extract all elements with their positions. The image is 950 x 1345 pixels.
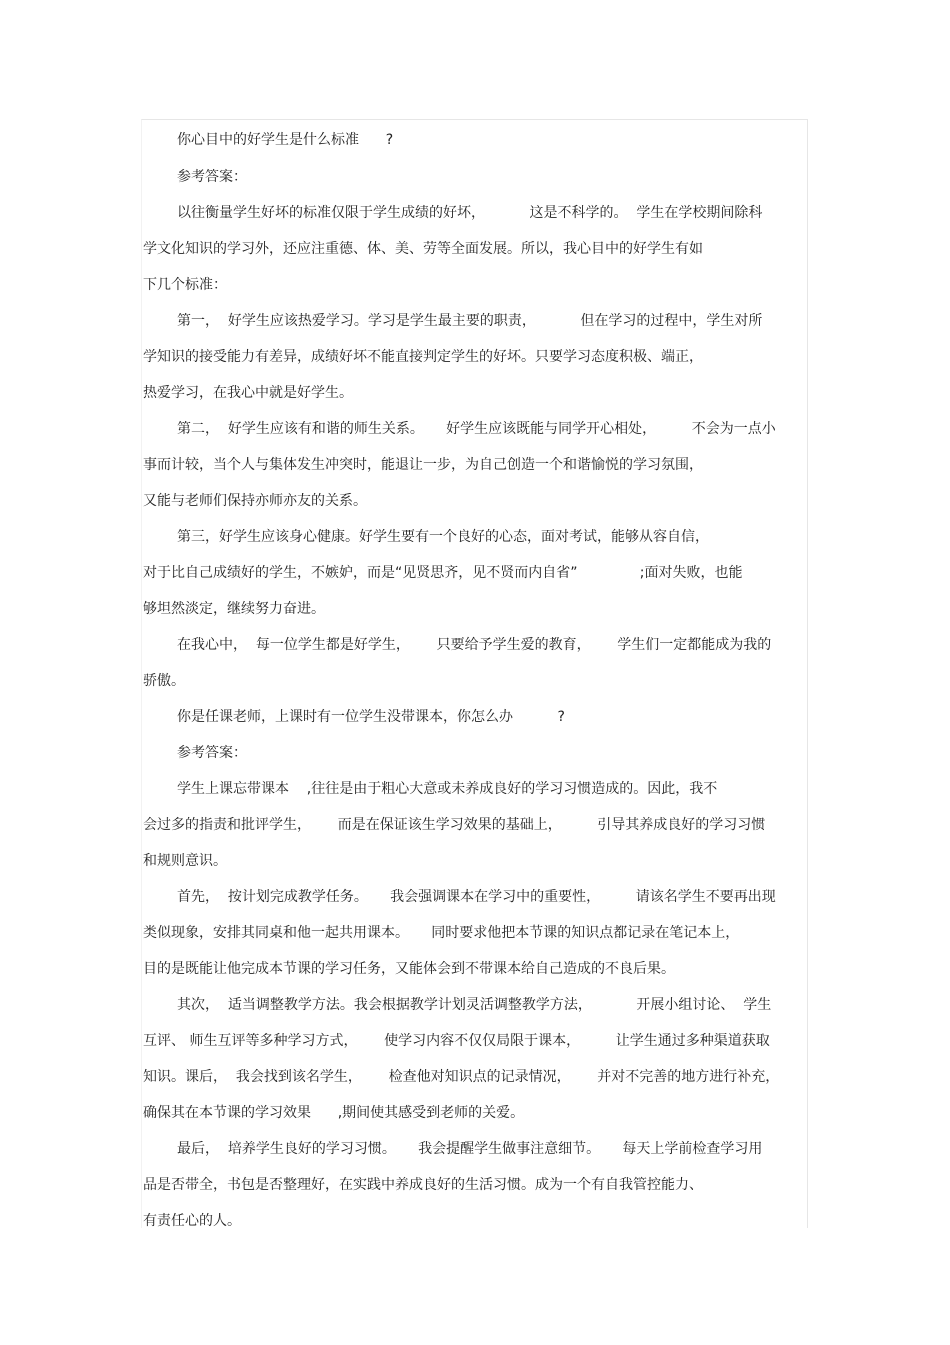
text-line: 会过多的指责和批评学生， 而是在保证该生学习效果的基础上， 引导其养成良好的学习习惯 <box>143 817 766 833</box>
question-1: 你心目中的好学生是什么标准 ? <box>177 132 394 148</box>
text-line: 和规则意识。 <box>143 853 227 869</box>
text-line: 第二， 好学生应该有和谐的师生关系。 好学生应该既能与同学开心相处， 不会为一点小 <box>177 421 776 437</box>
text-line: 事而计较，当个人与集体发生冲突时，能退让一步，为自己创造一个和谐愉悦的学习氛围， <box>143 457 703 473</box>
text-line: 品是否带全，书包是否整理好，在实践中养成良好的生活习惯。成为一个有自我管控能力、 <box>143 1177 703 1193</box>
text-line: 学生上课忘带课本 ,往往是由于粗心大意或未养成良好的学习习惯造成的。因此，我不 <box>177 781 718 797</box>
text-line: 以往衡量学生好坏的标准仅限于学生成绩的好坏， 这是不科学的。 学生在学校期间除科 <box>177 205 763 221</box>
text-line: 在我心中， 每一位学生都是好学生， 只要给予学生爱的教育， 学生们一定都能成为我的 <box>177 637 772 653</box>
answer-label-2: 参考答案： <box>177 745 247 761</box>
text-line: 第三，好学生应该身心健康。好学生要有一个良好的心态，面对考试，能够从容自信， <box>177 529 709 545</box>
text-line: 目的是既能让他完成本节课的学习任务，又能体会到不带课本给自己造成的不良后果。 <box>143 961 675 977</box>
text-line: 骄傲。 <box>143 673 185 689</box>
text-line: 第一， 好学生应该热爱学习。学习是学生最主要的职责， 但在学习的过程中，学生对所 <box>177 313 763 329</box>
text-line: 学知识的接受能力有差异，成绩好坏不能直接判定学生的好坏。只要学习态度积极、端正， <box>143 349 703 365</box>
text-line: 够坦然淡定，继续努力奋进。 <box>143 601 325 617</box>
text-line: 互评、 师生互评等多种学习方式， 使学习内容不仅仅局限于课本， 让学生通过多种渠道获取 <box>143 1033 770 1049</box>
text-line: 类似现象，安排其同桌和他一起共用课本。 同时要求他把本节课的知识点都记录在笔记本上， <box>143 925 740 941</box>
page-frame <box>141 119 808 1228</box>
text-line: 有责任心的人。 <box>143 1213 241 1229</box>
text-line: 其次， 适当调整教学方法。我会根据教学计划灵活调整教学方法， 开展小组讨论、 学生 <box>177 997 772 1013</box>
text-line: 确保其在本节课的学习效果 ,期间使其感受到老师的关爱。 <box>143 1105 525 1121</box>
text-line: 最后， 培养学生良好的学习习惯。 我会提醒学生做事注意细节。 每天上学前检查学习用 <box>177 1141 763 1157</box>
question-2: 你是任课老师，上课时有一位学生没带课本，你怎么办 ? <box>177 709 565 725</box>
text-line: 又能与老师们保持亦师亦友的关系。 <box>143 493 367 509</box>
text-line: 首先， 按计划完成教学任务。 我会强调课本在学习中的重要性， 请该名学生不要再出现 <box>177 889 776 905</box>
text-line: 学文化知识的学习外，还应注重德、体、美、劳等全面发展。所以，我心目中的好学生有如 <box>143 241 703 257</box>
text-line: 下几个标准： <box>143 277 227 293</box>
text-line: 热爱学习，在我心中就是好学生。 <box>143 385 353 401</box>
text-line: 对于比自己成绩好的学生，不嫉妒，而是“见贤思齐，见不贤而内自省” ;面对失败，也能 <box>143 565 743 581</box>
text-line: 知识。课后， 我会找到该名学生， 检查他对知识点的记录情况， 并对不完善的地方进行补充， <box>143 1069 780 1085</box>
answer-label-1: 参考答案： <box>177 169 247 185</box>
